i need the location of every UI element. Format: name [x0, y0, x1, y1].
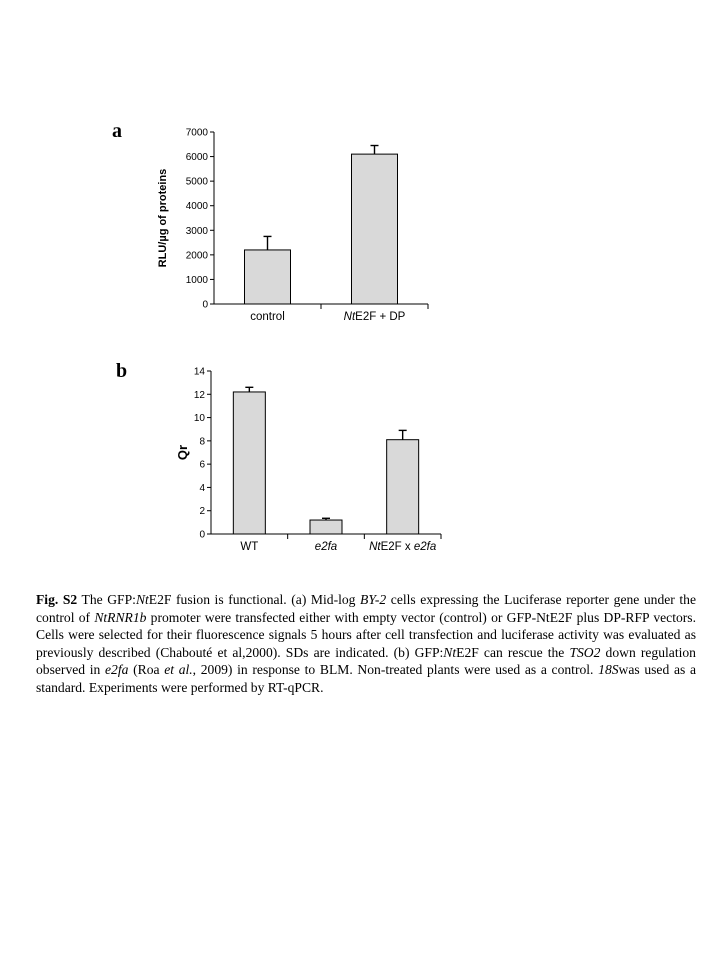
y-tick-label: 6 [199, 459, 205, 471]
caption-italic: et al. [164, 662, 193, 678]
caption-italic: Nt [443, 644, 457, 660]
caption-text: down regulation observed in [36, 644, 696, 678]
caption-text: cells expressing the Luciferase reporter gene under the control of [36, 592, 697, 625]
caption-fig-label: Fig. S2 [36, 592, 78, 607]
caption-text: E2F can rescue the [456, 644, 570, 660]
y-tick-label: 3000 [185, 225, 208, 237]
caption-text: E2F fusion is functional. (a) Mid-log [148, 592, 361, 607]
y-tick-label: 8 [199, 436, 205, 448]
y-tick-label: 7000 [185, 127, 208, 139]
y-tick-label: 4 [199, 482, 205, 494]
x-tick-label: NtE2F x e2fa [369, 541, 437, 553]
bar [310, 520, 342, 534]
x-tick-label: NtE2F + DP [343, 311, 406, 323]
y-tick-label: 12 [193, 389, 205, 401]
panel-label-b: b [116, 360, 128, 382]
y-tick-label: 1000 [185, 274, 208, 286]
caption-italic: BY-2 [360, 592, 387, 607]
caption-text: promoter were transfected either with empty vector (control) or GFP-NtE2F plus DP-RFP vectors. Cells were selected for their fluorescence signals 5 hours after cell transfection and luciferase activity was evaluated as previously described (Chabouté et al,2000). SDs are indicated. (b) GFP: [36, 609, 696, 660]
y-tick-label: 10 [193, 413, 205, 425]
x-tick-label: e2fa [314, 541, 338, 553]
y-tick-label: 5000 [185, 176, 208, 188]
caption-text: , 2009) in response to BLM. Non-treated plants were used as a control. [192, 662, 599, 678]
caption-text: The GFP: [77, 592, 136, 607]
y-tick-label: 2 [199, 506, 205, 518]
caption-italic: TSO2 [569, 644, 601, 660]
x-tick-label: WT [240, 541, 259, 553]
caption-italic: e2fa [105, 662, 129, 678]
y-tick-label: 0 [202, 299, 208, 311]
y-tick-label: 6000 [185, 152, 208, 164]
bar [233, 392, 265, 534]
caption-italic: 18S [598, 662, 619, 678]
y-tick-label: 14 [193, 366, 205, 378]
y-tick-label: 2000 [185, 250, 208, 262]
y-tick-label: 0 [199, 529, 205, 541]
y-tick-label: 4000 [185, 201, 208, 213]
caption-italic: Nt [135, 592, 149, 607]
y-axis-label: Qr [175, 444, 190, 461]
figure-caption [36, 591, 696, 697]
caption-italic: NtRNR1b [94, 609, 147, 625]
caption-text: was used as a standard. Experiments were performed by RT-qPCR. [36, 662, 696, 695]
bar [387, 440, 419, 534]
panel-label-a: a [112, 120, 122, 142]
caption-text: (Roa [128, 662, 165, 678]
x-tick-label: control [250, 311, 285, 323]
y-axis-label: RLU/µg of proteins [157, 168, 169, 268]
